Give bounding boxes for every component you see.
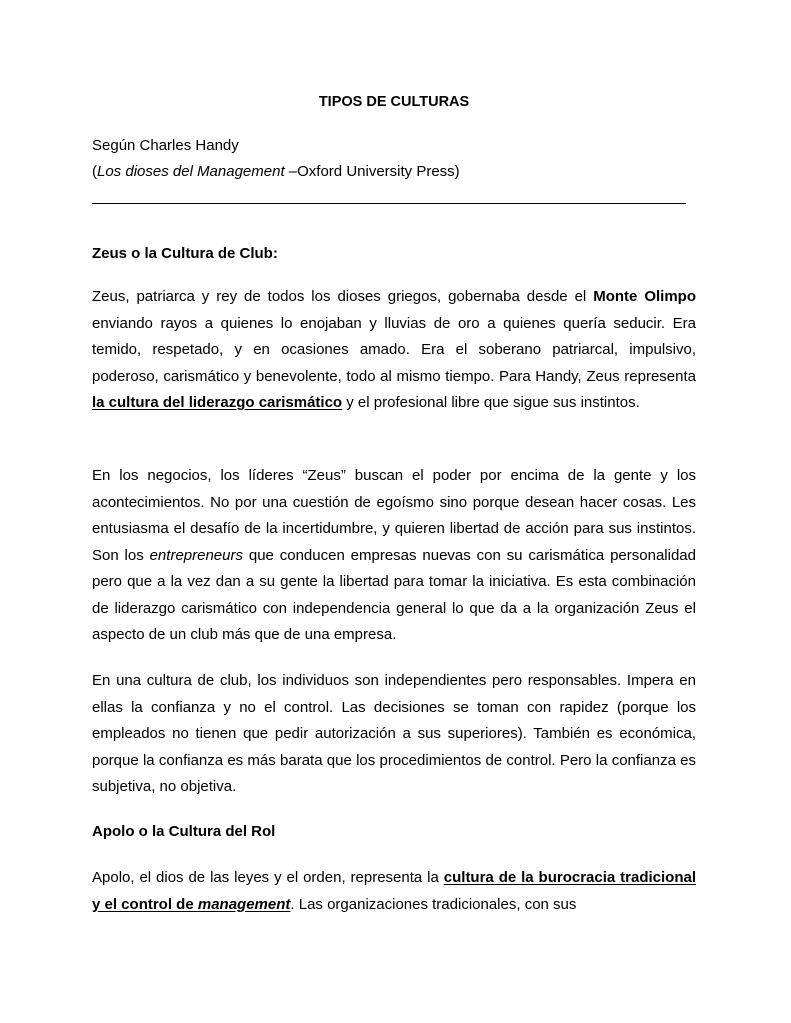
paragraph-apolo-intro [92,865,696,918]
text-run: Zeus, patriarca y rey de todos los dioses griegos, gobernaba desde el [92,288,594,305]
text-run: y el profesional libre que sigue sus instintos. [342,394,640,411]
underlined-management [198,896,291,913]
source-open: ( [92,163,97,180]
text-run: En los negocios, los líderes “Zeus” buscan el poder por encima de la gente y los acontecimientos. No por una cuestión de egoísmo sino porque desean hacer cosas. Les entusiasma el desafío de la incertidumbre, y quieren libertad de acción para sus instintos. Son los [92,467,696,564]
underlined-liderazgo-carismatico: la cultura del liderazgo carismático [92,394,343,411]
section-heading-apolo: Apolo o la Cultura del Rol [92,823,276,840]
text-run: . Las organizaciones tradicionales, con sus [290,895,577,913]
author-line: Según Charles Handy [92,137,239,154]
text-run: que conducen empresas nuevas con su carismática personalidad pero que a la vez dan a su gente la libertad para tomar la iniciativa. Es esta combinación de liderazgo carismático con independencia general lo que da a la organización Zeus el aspecto de un club más que de una empresa. [92,546,696,643]
document-title: TIPOS DE CULTURAS [318,94,470,110]
section-heading-zeus: Zeus o la Cultura de Club: [92,245,278,262]
text-run: Apolo, el dios de las leyes y el orden, representa la [92,869,444,886]
italic-entrepreneurs: entrepreneurs [149,546,243,564]
horizontal-rule [92,203,686,204]
source-publisher: –Oxford University Press) [284,163,460,180]
paragraph-zeus-business [92,463,696,649]
source-line [92,162,696,182]
source-book: Los dioses del Management [97,163,285,180]
italic-management: management [197,895,291,913]
paragraph-club-culture: En una cultura de club, los individuos son independientes pero responsables. Impera en ellas la confianza y no el control. Las decisiones se toman con rapidez (porque los empleados no tienen que pedir autorización a sus superiores). También es económica, porque la confianza es más barata que los procedimientos de control. Pero la confianza es subjetiva, no objetiva. [92,672,696,795]
underlined-burocracia: cultura de la burocracia tradicional y el control de [92,869,696,913]
bold-monte-olimpo: Monte Olimpo [593,288,696,305]
paragraph-zeus-intro [92,284,696,417]
text-run: enviando rayos a quienes lo enojaban y lluvias de oro a quienes quería seducir. Era temido, respetado, y en ocasiones amado. Era el soberano patriarcal, impulsivo, poderoso, carismático y benevolente, todo al mismo tiempo. Para Handy, Zeus representa [92,314,696,385]
